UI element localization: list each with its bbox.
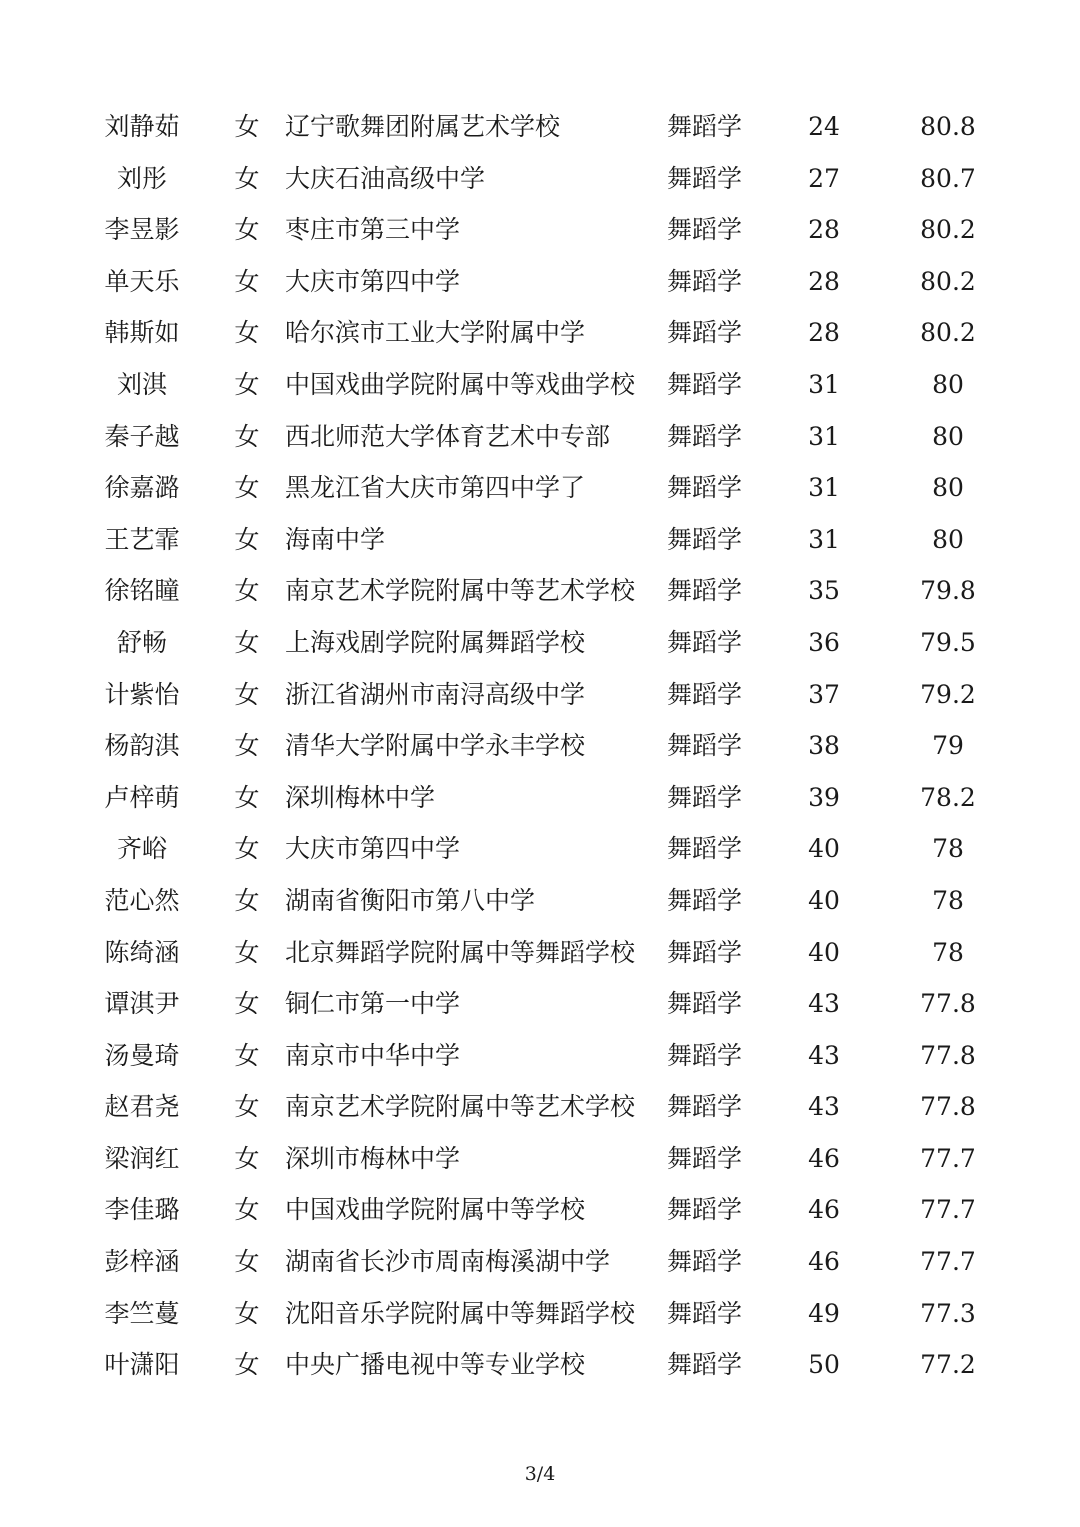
table-row: [0, 823, 1080, 875]
student-rank: 24: [808, 112, 840, 141]
student-gender: 女: [234, 369, 260, 399]
student-score: 78.2: [920, 782, 976, 812]
student-major: 舞蹈学: [667, 1298, 743, 1328]
table-row: [0, 1184, 1080, 1236]
student-major: 舞蹈学: [667, 1195, 743, 1225]
student-rank: 28: [808, 215, 840, 245]
student-name: 杨韵淇: [104, 731, 180, 761]
student-gender: 女: [234, 1195, 260, 1225]
student-name: 徐铭瞳: [104, 576, 180, 606]
student-name: 卢梓萌: [104, 782, 180, 812]
student-major: 舞蹈学: [667, 369, 743, 399]
student-gender: 女: [234, 1092, 260, 1122]
student-name: 徐嘉潞: [104, 473, 180, 503]
student-name: 计紫怡: [104, 679, 180, 709]
student-school: 大庆市第四中学: [285, 834, 461, 864]
student-rank: 37: [808, 679, 840, 709]
student-score: 80: [932, 473, 964, 503]
student-major: 舞蹈学: [667, 421, 743, 451]
student-major: 舞蹈学: [667, 1092, 743, 1122]
student-score: 80: [932, 369, 964, 399]
student-school: 湖南省衡阳市第八中学: [285, 885, 536, 915]
student-major: 舞蹈学: [667, 834, 743, 864]
table-row: [0, 514, 1080, 566]
table-row: [0, 359, 1080, 411]
student-name: 刘静茹: [104, 112, 180, 141]
student-gender: 女: [234, 576, 260, 606]
student-gender: 女: [234, 266, 260, 296]
student-name: 舒畅: [116, 627, 167, 657]
student-gender: 女: [234, 1040, 260, 1070]
table-row: [0, 101, 1080, 153]
student-school: 浙江省湖州市南浔高级中学: [285, 679, 586, 709]
student-major: 舞蹈学: [667, 163, 743, 193]
student-rank: 39: [808, 782, 840, 812]
table-row: [0, 153, 1080, 205]
student-score: 80.7: [920, 163, 976, 193]
student-gender: 女: [234, 627, 260, 657]
student-score: 80.2: [920, 215, 976, 245]
student-school: 南京市中华中学: [285, 1040, 461, 1070]
student-school: 清华大学附属中学永丰学校: [285, 731, 586, 761]
student-name: 陈绮涵: [104, 937, 180, 967]
student-name: 梁润红: [104, 1143, 180, 1173]
student-name: 秦子越: [104, 421, 180, 451]
student-major: 舞蹈学: [667, 215, 743, 245]
student-name: 赵君尧: [104, 1092, 180, 1122]
student-name: 刘淇: [116, 369, 167, 399]
student-name: 李佳璐: [104, 1195, 180, 1225]
student-rank: 43: [808, 1092, 840, 1122]
student-score: 79: [932, 731, 964, 761]
student-score: 77.8: [920, 1040, 976, 1070]
student-gender: 女: [234, 318, 260, 348]
student-rank: 40: [808, 834, 840, 864]
student-score: 78: [932, 885, 964, 915]
student-gender: 女: [234, 834, 260, 864]
student-gender: 女: [234, 215, 260, 245]
table-row: [0, 1030, 1080, 1082]
student-gender: 女: [234, 731, 260, 761]
table-row: [0, 875, 1080, 927]
student-major: 舞蹈学: [667, 1247, 743, 1277]
student-name: 韩斯如: [104, 318, 180, 348]
student-major: 舞蹈学: [667, 627, 743, 657]
student-score: 77.7: [920, 1195, 976, 1225]
table-row: [0, 204, 1080, 256]
student-gender: 女: [234, 524, 260, 554]
student-score: 78: [932, 834, 964, 864]
table-row: [0, 1288, 1080, 1340]
student-score: 77.8: [920, 989, 976, 1019]
table-row: [0, 1339, 1080, 1391]
table-row: [0, 927, 1080, 979]
student-rank: 46: [808, 1195, 840, 1225]
student-major: 舞蹈学: [667, 679, 743, 709]
student-rank: 40: [808, 937, 840, 967]
student-score: 77.2: [920, 1350, 976, 1380]
student-major: 舞蹈学: [667, 524, 743, 554]
student-rank: 31: [808, 524, 840, 554]
student-rank: 35: [808, 576, 840, 606]
student-major: 舞蹈学: [667, 318, 743, 348]
admission-list-table: [0, 101, 1080, 1391]
student-name: 范心然: [104, 885, 180, 915]
table-row: [0, 1133, 1080, 1185]
student-major: 舞蹈学: [667, 1143, 743, 1173]
student-gender: 女: [234, 937, 260, 967]
table-row: [0, 411, 1080, 463]
student-score: 79.8: [920, 576, 976, 606]
table-row: [0, 669, 1080, 721]
student-rank: 31: [808, 473, 840, 503]
student-score: 80.8: [920, 112, 976, 141]
student-rank: 43: [808, 1040, 840, 1070]
student-school: 哈尔滨市工业大学附属中学: [285, 318, 586, 348]
student-school: 中国戏曲学院附属中等戏曲学校: [285, 369, 636, 399]
student-gender: 女: [234, 1298, 260, 1328]
student-major: 舞蹈学: [667, 1350, 743, 1380]
student-major: 舞蹈学: [667, 937, 743, 967]
student-rank: 27: [808, 163, 840, 193]
student-school: 西北师范大学体育艺术中专部: [285, 421, 611, 451]
student-gender: 女: [234, 1350, 260, 1380]
student-name: 单天乐: [104, 266, 180, 296]
student-rank: 31: [808, 369, 840, 399]
student-rank: 46: [808, 1247, 840, 1277]
table-row: [0, 720, 1080, 772]
student-school: 海南中学: [285, 524, 386, 554]
student-school: 铜仁市第一中学: [285, 989, 461, 1019]
student-score: 80: [932, 524, 964, 554]
student-school: 中国戏曲学院附属中等学校: [285, 1195, 586, 1225]
student-school: 南京艺术学院附属中等艺术学校: [285, 576, 636, 606]
student-rank: 40: [808, 885, 840, 915]
student-score: 79.2: [920, 679, 976, 709]
table-row: [0, 772, 1080, 824]
student-score: 80: [932, 421, 964, 451]
student-gender: 女: [234, 1247, 260, 1277]
student-major: 舞蹈学: [667, 112, 743, 141]
student-score: 79.5: [920, 627, 976, 657]
student-name: 李竺蔓: [104, 1298, 180, 1328]
student-gender: 女: [234, 885, 260, 915]
student-gender: 女: [234, 421, 260, 451]
student-school: 中央广播电视中等专业学校: [285, 1350, 586, 1380]
student-school: 湖南省长沙市周南梅溪湖中学: [285, 1247, 611, 1277]
student-name: 刘彤: [116, 163, 167, 193]
student-score: 80.2: [920, 266, 976, 296]
student-name: 齐峪: [116, 834, 167, 864]
student-rank: 43: [808, 989, 840, 1019]
student-name: 李昱影: [104, 215, 180, 245]
student-gender: 女: [234, 112, 260, 141]
student-school: 黑龙江省大庆市第四中学了: [285, 473, 586, 503]
table-row: [0, 978, 1080, 1030]
student-score: 77.7: [920, 1143, 976, 1173]
student-name: 王艺霏: [104, 524, 180, 554]
student-score: 77.3: [920, 1298, 976, 1328]
student-major: 舞蹈学: [667, 989, 743, 1019]
student-school: 辽宁歌舞团附属艺术学校: [285, 112, 561, 141]
table-row: [0, 256, 1080, 308]
student-name: 叶潇阳: [104, 1350, 180, 1380]
student-school: 深圳市梅林中学: [285, 1143, 461, 1173]
student-rank: 46: [808, 1143, 840, 1173]
student-rank: 38: [808, 731, 840, 761]
student-score: 77.8: [920, 1092, 976, 1122]
student-major: 舞蹈学: [667, 266, 743, 296]
table-row: [0, 1081, 1080, 1133]
student-name: 汤曼琦: [104, 1040, 180, 1070]
student-rank: 28: [808, 318, 840, 348]
student-gender: 女: [234, 163, 260, 193]
table-row: [0, 617, 1080, 669]
student-score: 78: [932, 937, 964, 967]
student-major: 舞蹈学: [667, 1040, 743, 1070]
student-gender: 女: [234, 1143, 260, 1173]
student-gender: 女: [234, 473, 260, 503]
student-gender: 女: [234, 679, 260, 709]
student-school: 沈阳音乐学院附属中等舞蹈学校: [285, 1298, 636, 1328]
student-school: 大庆石油高级中学: [285, 163, 486, 193]
student-rank: 36: [808, 627, 840, 657]
student-rank: 28: [808, 266, 840, 296]
student-school: 深圳梅林中学: [285, 782, 436, 812]
student-name: 谭淇尹: [104, 989, 180, 1019]
table-row: [0, 565, 1080, 617]
student-rank: 31: [808, 421, 840, 451]
student-rank: 49: [808, 1298, 840, 1328]
student-gender: 女: [234, 989, 260, 1019]
page-number: 3/4: [524, 1463, 556, 1485]
student-school: 大庆市第四中学: [285, 266, 461, 296]
student-gender: 女: [234, 782, 260, 812]
student-major: 舞蹈学: [667, 576, 743, 606]
student-school: 南京艺术学院附属中等艺术学校: [285, 1092, 636, 1122]
table-row: [0, 307, 1080, 359]
table-row: [0, 1236, 1080, 1288]
student-major: 舞蹈学: [667, 731, 743, 761]
student-major: 舞蹈学: [667, 473, 743, 503]
student-score: 80.2: [920, 318, 976, 348]
table-row: [0, 462, 1080, 514]
student-school: 上海戏剧学院附属舞蹈学校: [285, 627, 586, 657]
student-major: 舞蹈学: [667, 782, 743, 812]
student-rank: 50: [808, 1350, 840, 1380]
student-major: 舞蹈学: [667, 885, 743, 915]
student-school: 北京舞蹈学院附属中等舞蹈学校: [285, 937, 636, 967]
student-school: 枣庄市第三中学: [285, 215, 461, 245]
student-score: 77.7: [920, 1247, 976, 1277]
student-name: 彭梓涵: [104, 1247, 180, 1277]
